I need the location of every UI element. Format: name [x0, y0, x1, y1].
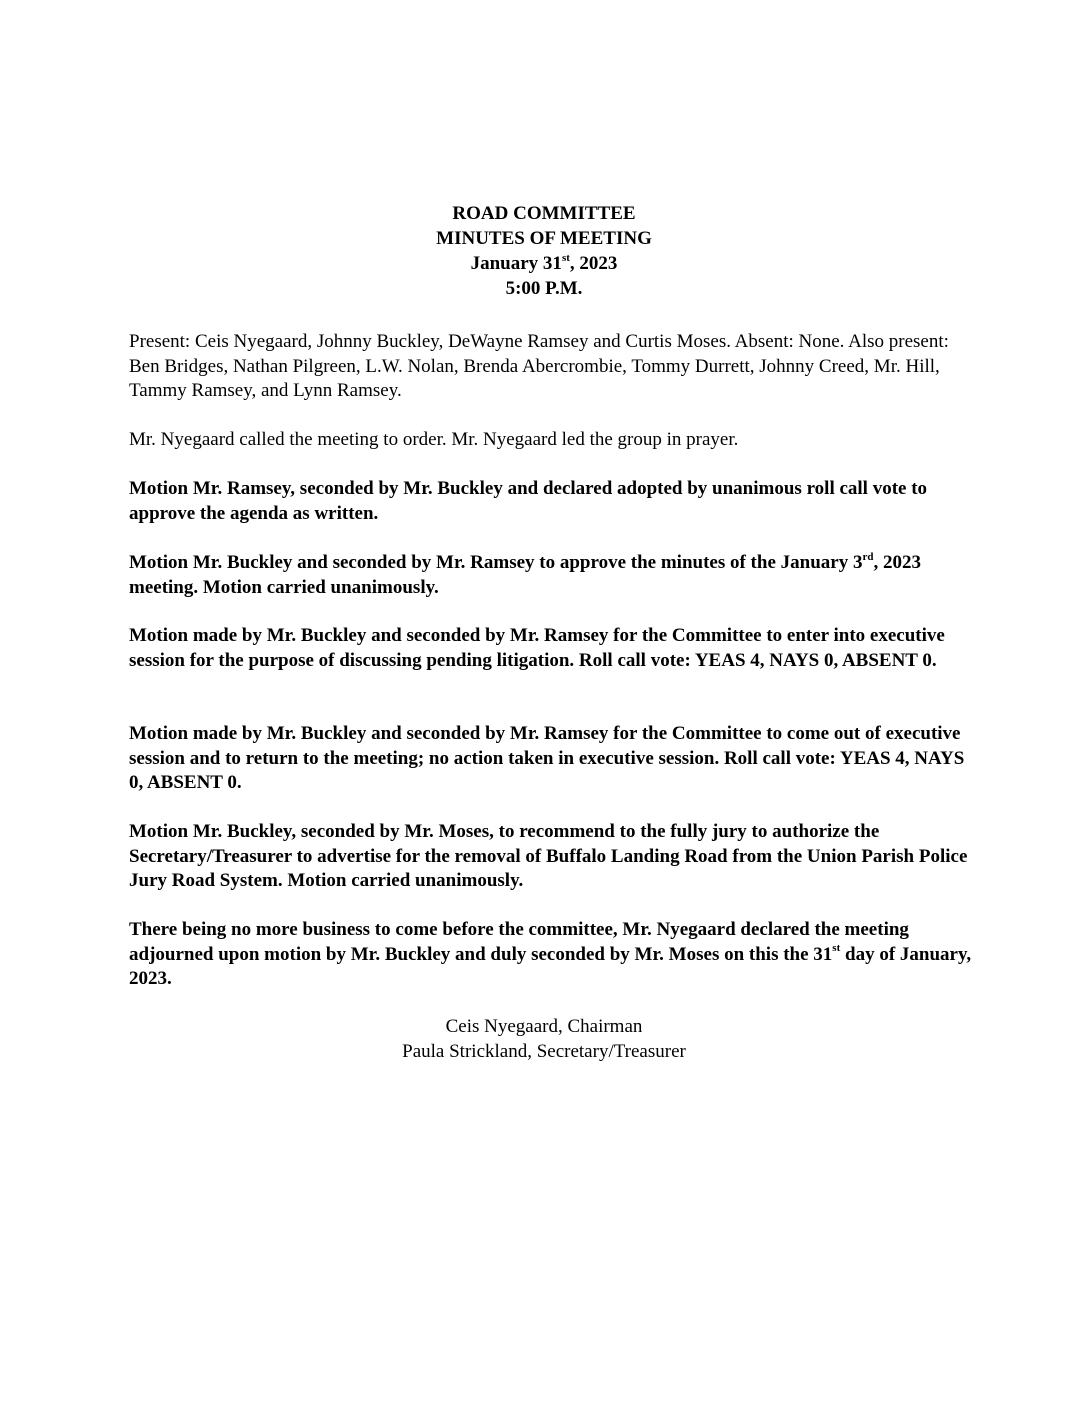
attendance-paragraph: Present: Ceis Nyegaard, Johnny Buckley, DeWayne Ramsey and Curtis Moses. Absent: None. Also present: Ben Bridges, Nathan Pilgreen, L.W. Nolan, Brenda Abercrombie, Tommy Durrett, Johnny Creed, Mr. Hill, Tammy Ramsey, and Lynn Ramsey. — [129, 331, 949, 401]
signature-block — [0, 1014, 1088, 1064]
meeting-time: 5:00 P.M. — [505, 278, 583, 299]
secretary-signature: Paula Strickland, Secretary/Treasurer — [402, 1041, 686, 1062]
meeting-date-month-day: January 31 — [470, 253, 562, 274]
adjournment-paragraph — [129, 918, 979, 992]
committee-title: ROAD COMMITTEE — [452, 203, 636, 224]
chairman-signature: Ceis Nyegaard, Chairman — [445, 1016, 643, 1037]
minutes-title: MINUTES OF MEETING — [436, 228, 652, 249]
call-to-order-paragraph: Mr. Nyegaard called the meeting to order. Mr. Nyegaard led the group in prayer. — [129, 429, 739, 450]
meeting-date-suffix: st — [561, 251, 570, 264]
motion-executive-enter: Motion made by Mr. Buckley and seconded by Mr. Ramsey for the Committee to enter into executive session for the purpose of discussing pending litigation. Roll call vote: YEAS 4, NAYS 0, ABSENT 0. — [129, 625, 945, 671]
adjournment-text-2: day of January, 2023. — [129, 943, 972, 989]
motion-minutes — [129, 551, 979, 600]
motion-minutes-suffix: rd — [862, 550, 874, 563]
meeting-date-year: , 2023 — [569, 253, 618, 274]
motion-minutes-text-2: , 2023 meeting. Motion carried unanimously. — [129, 552, 921, 598]
motion-buffalo-landing-road: Motion Mr. Buckley, seconded by Mr. Moses, to recommend to the fully jury to authorize the Secretary/Treasurer to advertise for the removal of Buffalo Landing Road from the Union Parish Police Jury Road System. Motion carried unanimously. — [129, 821, 968, 891]
motion-minutes-text-1: Motion Mr. Buckley and seconded by Mr. Ramsey to approve the minutes of the January 3 — [129, 552, 863, 573]
adjournment-text-1: There being no more business to come before the committee, Mr. Nyegaard declared the meeting adjourned upon motion by Mr. Buckley and duly seconded by Mr. Moses on this the 31 — [129, 919, 909, 965]
motion-executive-exit: Motion made by Mr. Buckley and seconded by Mr. Ramsey for the Committee to come out of executive session and to return to the meeting; no action taken in executive session. Roll call vote: YEAS 4, NAYS 0, ABSENT 0. — [129, 723, 965, 793]
adjournment-suffix: st — [832, 942, 841, 955]
document-header — [0, 201, 1088, 301]
meeting-date — [0, 251, 1088, 276]
motion-agenda: Motion Mr. Ramsey, seconded by Mr. Buckley and declared adopted by unanimous roll call vote to approve the agenda as written. — [129, 478, 928, 524]
